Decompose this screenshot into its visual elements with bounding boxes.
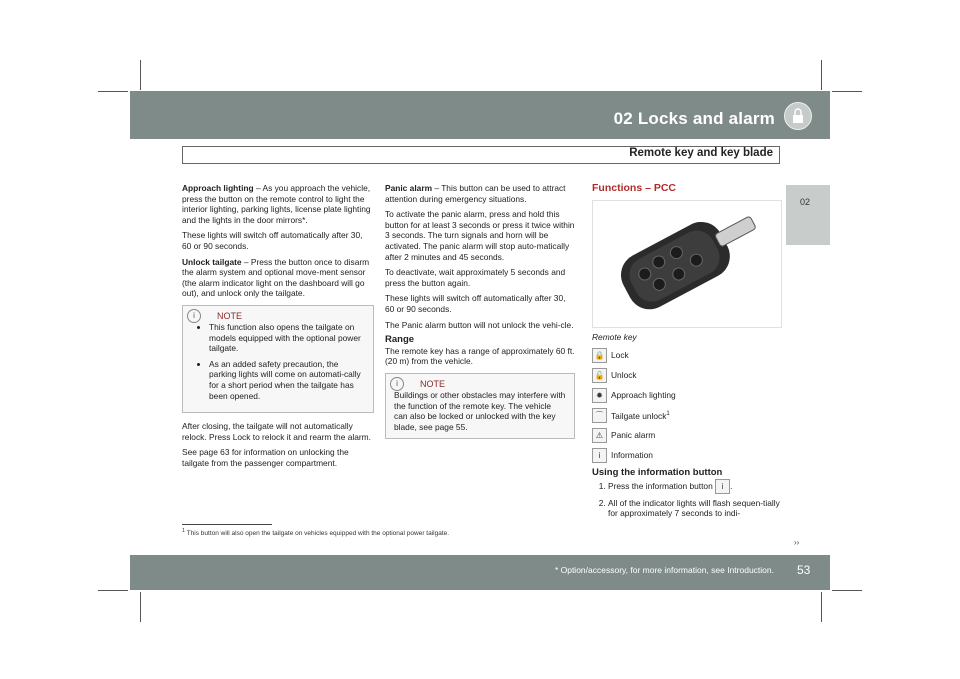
header-band <box>130 91 830 139</box>
crop-mark <box>832 91 862 92</box>
function-label: Unlock <box>611 370 637 381</box>
footnote-rule <box>182 524 272 525</box>
note-title: NOTE <box>420 378 446 389</box>
note-item: • This function also opens the tailgate on models equipped with the optional power tailgate. <box>209 322 365 354</box>
remote-key-image <box>592 200 782 328</box>
note-item: • As an added safety precaution, the parking lights will come on automati-cally for a short period when the tailgate has been opened. <box>209 359 365 401</box>
remote-key-illustration <box>593 201 781 327</box>
function-label: Information <box>611 450 653 461</box>
info-button-heading: Using the information button <box>592 467 723 479</box>
paragraph: The Panic alarm button will not unlock the vehi-cle. <box>385 319 574 330</box>
lock-chapter-icon <box>784 102 812 130</box>
function-row-lock <box>592 348 782 363</box>
function-label: Approach lighting <box>611 390 676 401</box>
unlock-tailgate-text: – Press the button once to disarm the alarm system and optional move-ment sensor (the alarm indicator light on the dashboard will go out), and unlock only the tailgate. <box>182 256 370 299</box>
info-icon: i <box>390 377 404 391</box>
function-row-unlock <box>592 368 782 383</box>
info-icon: i <box>187 309 201 323</box>
function-label: Lock <box>611 350 629 361</box>
note-title: NOTE <box>217 310 243 321</box>
section-subtitle-bar <box>182 146 780 164</box>
approach-lighting-term: Approach lighting <box>182 183 254 193</box>
panic-alarm-text: – This button can be used to attract attention during emergency situations. <box>385 183 566 204</box>
unlock-tailgate-term: Unlock tailgate <box>182 256 242 267</box>
step-text: Press the information button <box>608 480 713 491</box>
crop-mark <box>98 91 128 92</box>
note-box <box>182 305 374 413</box>
crop-mark <box>821 60 822 90</box>
function-row-information <box>592 448 782 463</box>
paragraph: After closing, the tailgate will not automatically relock. Press Lock to relock it and rearm the alarm. <box>182 421 371 442</box>
crop-mark <box>832 590 862 591</box>
approach-lighting-paragraph <box>182 183 374 225</box>
column-3 <box>592 183 782 523</box>
function-label <box>611 409 670 421</box>
paragraph: These lights will switch off automatically after 30, 60 or 90 seconds. <box>385 293 566 314</box>
tailgate-icon: ⌒ <box>592 408 607 423</box>
paragraph: See page 63 for information on unlocking the tailgate from the passenger compartment. <box>182 447 349 468</box>
function-row-panic <box>592 428 782 443</box>
note-box <box>385 373 575 439</box>
function-label: Panic alarm <box>611 430 656 441</box>
panic-alarm-term: Panic alarm <box>385 183 433 193</box>
crop-mark <box>140 592 141 622</box>
page-number: 53 <box>797 563 811 577</box>
page-title: 02 Locks and alarm <box>613 109 775 128</box>
note-header <box>187 309 242 323</box>
crop-mark <box>140 60 141 90</box>
step-item: 2. All of the indicator lights will flash sequen-tially for approximately 7 seconds to indi- <box>608 498 782 519</box>
note-text: Buildings or other obstacles may interfere with the function of the remote key. The vehicle can also be locked or unlocked with the key blade, see page 55. <box>394 389 566 432</box>
approach-lighting-text: – As you approach the vehicle, press the button on the remote control to light the interior lighting, parking lights, license plate lighting and the lights in the door mirrors*. <box>182 183 371 225</box>
crop-mark <box>821 592 822 622</box>
range-heading: Range <box>385 334 415 346</box>
section-subtitle: Remote key and key blade <box>629 147 773 159</box>
column-1 <box>182 183 374 473</box>
footnote-text: This button will also open the tailgate on vehicles equipped with the optional power tailgate. <box>186 530 450 538</box>
paragraph: To activate the panic alarm, press and hold this button for at least 3 seconds or press it twice within 3 seconds. The turn signals and horn will be activated. The panic alarm will stop auto-matically after 2 minutes and 45 seconds. <box>385 209 575 262</box>
section-title: Functions – PCC <box>592 182 677 194</box>
function-row-tailgate <box>592 408 782 423</box>
information-icon: i <box>592 448 607 463</box>
footnote <box>182 528 449 537</box>
paragraph: These lights will switch off automatically after 30, 60 or 90 seconds. <box>182 230 363 251</box>
chapter-tab-label: 02 <box>800 197 811 207</box>
information-icon: i <box>715 479 730 494</box>
approach-light-icon: ✹ <box>592 388 607 403</box>
function-row-approach <box>592 388 782 403</box>
note-header <box>390 377 445 391</box>
chapter-tab <box>786 185 830 245</box>
step-item: 1. Press the information button i . <box>608 479 782 494</box>
crop-mark <box>98 590 128 591</box>
unlock-tailgate-paragraph <box>182 257 374 299</box>
paragraph: To deactivate, wait approximately 5 seconds and press the button again. <box>385 267 566 288</box>
footnote-ref: 1 <box>666 411 670 418</box>
unlock-icon: 🔓 <box>592 368 607 383</box>
info-button-steps <box>592 479 782 519</box>
image-caption: Remote key <box>592 331 637 342</box>
panic-alarm-paragraph <box>385 183 575 204</box>
column-2 <box>385 183 575 447</box>
range-text: The remote key has a range of approximately 60 ft. (20 m) from the vehicle. <box>385 345 575 367</box>
panic-alarm-icon: ⚠ <box>592 428 607 443</box>
lock-icon: 🔒 <box>592 348 607 363</box>
continue-marker: ›› <box>794 538 800 547</box>
footer-band <box>130 555 830 590</box>
footer-note: * Option/accessory, for more information, see Introduction. <box>554 565 774 575</box>
footnote-number: 1 <box>182 528 186 534</box>
function-label-text: Tailgate unlock <box>611 411 667 422</box>
note-list <box>191 322 365 401</box>
